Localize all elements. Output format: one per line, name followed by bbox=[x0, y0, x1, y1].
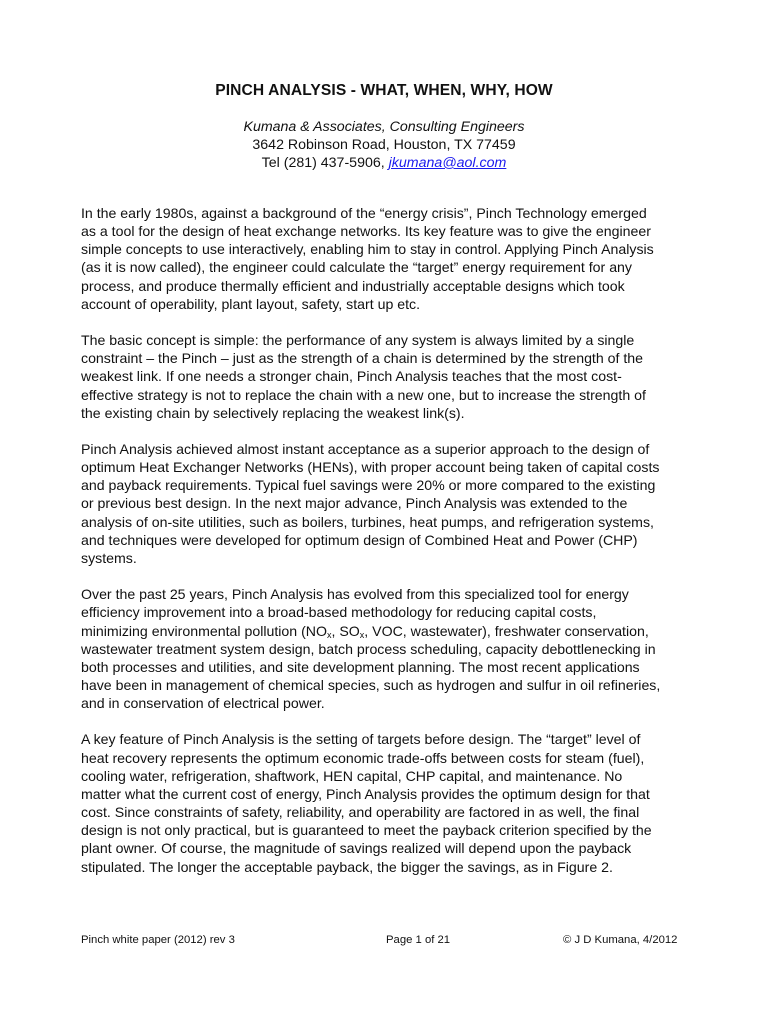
text-line: In the early 1980s, against a background of the “energy crisis”, Pinch Technology emerged bbox=[81, 205, 647, 221]
text-fragment: minimizing environmental pollution (NO bbox=[81, 622, 327, 639]
subscript: x bbox=[359, 629, 365, 640]
footer-copyright: © J D Kumana, 4/2012 bbox=[563, 934, 678, 946]
text-line: systems. bbox=[81, 549, 137, 566]
text-line: and techniques were developed for optimum design of Combined Heat and Power (CHP) bbox=[81, 531, 638, 548]
paragraph-acceptance bbox=[81, 440, 701, 567]
footer-document-name: Pinch white paper (2012) rev 3 bbox=[81, 934, 235, 946]
text-line: account of operability, plant layout, safety, start up etc. bbox=[81, 295, 421, 312]
text-line: The basic concept is simple: the performance of any system is always limited by a single bbox=[81, 332, 635, 349]
author-block bbox=[0, 118, 768, 172]
text-line: or previous best design. In the next major advance, Pinch Analysis was extended to the bbox=[81, 495, 628, 512]
paragraph-evolution bbox=[81, 585, 701, 712]
subscript: x bbox=[327, 629, 332, 640]
paragraph-intro bbox=[81, 204, 701, 313]
text-line: efficiency improvement into a broad-based methodology for reducing capital costs, bbox=[81, 604, 597, 621]
text-line: the existing chain by selectively replacing the weakest link(s). bbox=[81, 404, 465, 421]
text-line: optimum Heat Exchanger Networks (HENs), with proper account being taken of capital costs bbox=[81, 459, 660, 476]
text-line: cooling water, refrigeration, shaftwork, HEN capital, CHP capital, and maintenance. No bbox=[81, 767, 623, 784]
text-line: process, and produce thermally efficient and industrially acceptable designs which took bbox=[81, 277, 625, 294]
text-line: cost. Since constraints of safety, reliability, and operability are factored in as well, the final bbox=[81, 804, 640, 821]
text-line: analysis of on-site utilities, such as boilers, turbines, heat pumps, and refrigeration systems, bbox=[81, 513, 654, 530]
author-firm: Kumana & Associates, Consulting Engineers bbox=[243, 119, 525, 135]
text-line: effective strategy is not to replace the chain with a new one, but to increase the strength of bbox=[81, 386, 646, 403]
document-title: PINCH ANALYSIS - WHAT, WHEN, WHY, HOW bbox=[215, 82, 553, 99]
text-line: simple concepts to use interactively, enabling him to stay in control. Applying Pinch Analysis bbox=[81, 241, 654, 258]
footer-page-number: Page 1 of 21 bbox=[386, 934, 451, 946]
text-line: and in conservation of electrical power. bbox=[81, 695, 325, 712]
text-line: stipulated. The longer the acceptable payback, the bigger the savings, as in Figure 2. bbox=[81, 858, 613, 875]
text-line: design is not only practical, but is guaranteed to meet the payback criterion specified by the bbox=[81, 822, 652, 839]
author-address: 3642 Robinson Road, Houston, TX 77459 bbox=[252, 137, 516, 153]
text-line: wastewater treatment system design, batch process scheduling, capacity debottlenecking in bbox=[81, 640, 656, 657]
text-line: (as it is now called), the engineer could calculate the “target” energy requirement for any bbox=[81, 259, 632, 276]
text-line: Pinch Analysis achieved almost instant acceptance as a superior approach to the design of bbox=[81, 441, 650, 457]
author-phone: Tel (281) 437-5906, bbox=[261, 155, 389, 171]
text-line: as a tool for the design of heat exchange networks. Its key feature was to give the engineer bbox=[81, 223, 651, 240]
text-line: A key feature of Pinch Analysis is the setting of targets before design. The “target” level of bbox=[81, 731, 641, 748]
body-text bbox=[81, 204, 701, 894]
text-line: Over the past 25 years, Pinch Analysis has evolved from this specialized tool for energy bbox=[81, 586, 629, 603]
author-email-link[interactable]: jkumana@aol.com bbox=[388, 155, 507, 171]
paragraph-targets bbox=[81, 730, 701, 875]
text-line-pollution bbox=[81, 622, 701, 640]
paragraph-basic-concept bbox=[81, 331, 701, 422]
text-line: have been in management of chemical species, such as hydrogen and sulfur in oil refineries, bbox=[81, 677, 661, 694]
text-line: plant owner. Of course, the magnitude of savings realized will depend upon the payback bbox=[81, 840, 632, 857]
text-line: and payback requirements. Typical fuel savings were 20% or more compared to the existing bbox=[81, 477, 656, 494]
text-line: heat recovery represents the optimum economic trade-offs between costs for steam (fuel), bbox=[81, 749, 645, 766]
text-line: both processes and utilities, and site development planning. The most recent applications bbox=[81, 658, 640, 675]
author-contact bbox=[0, 154, 768, 172]
text-line: weakest link. If one needs a stronger chain, Pinch Analysis teaches that the most cost- bbox=[81, 368, 622, 385]
text-line: matter what the current cost of energy, Pinch Analysis provides the optimum design for that bbox=[81, 785, 650, 802]
text-fragment: , SO bbox=[331, 622, 360, 639]
text-fragment: , VOC, wastewater), freshwater conservation, bbox=[364, 622, 649, 639]
text-line: constraint – the Pinch – just as the strength of a chain is determined by the strength of the bbox=[81, 350, 644, 367]
